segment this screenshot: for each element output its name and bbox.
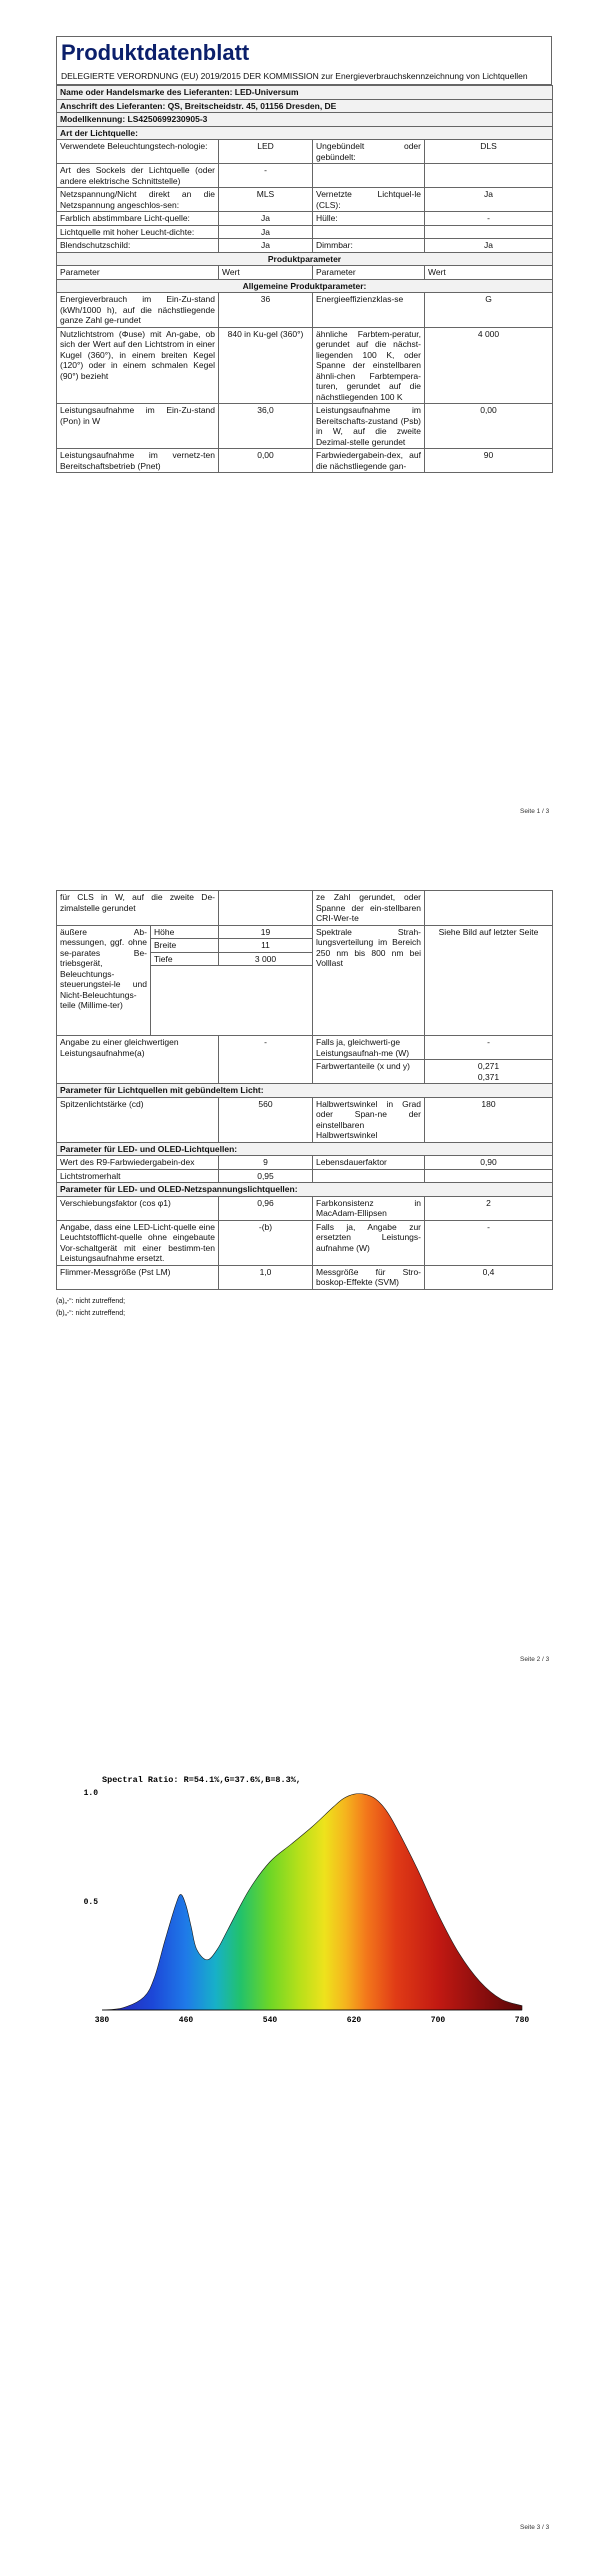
page-number: Seite 3 / 3 — [520, 2524, 550, 2531]
table-cell: 0,00 — [219, 449, 313, 473]
table-cell: Verwendete Beleuchtungstech-nologie: — [57, 140, 219, 164]
page-number: Seite 2 / 3 — [520, 1656, 550, 1663]
dim-key: Höhe — [151, 925, 219, 939]
dim-key: Tiefe — [151, 952, 219, 966]
table-cell: Hülle: — [313, 212, 425, 226]
table-cell: Wert des R9-Farbwiedergabein-dex — [57, 1156, 219, 1170]
section-type: Art der Lichtquelle: — [57, 126, 553, 140]
chart-title: Spectral Ratio: R=54.1%,G=37.6%,B=8.3%, — [102, 1775, 301, 1785]
table-cell: 2 — [425, 1196, 553, 1220]
model-id: Modellkennung: LS4250699230905-3 — [57, 113, 553, 127]
datasheet-table-1 — [56, 85, 553, 473]
y-tick-label: 1.0 — [83, 1789, 98, 1798]
spectrum-area — [102, 1794, 522, 2010]
table-cell: Netzspannung/Nicht direkt an die Netzspannung angeschlos-sen: — [57, 188, 219, 212]
supplier-address: Anschrift des Lieferanten: QS, Breitscheidstr. 45, 01156 Dresden, DE — [57, 99, 553, 113]
table-cell — [425, 891, 553, 926]
col-value: Wert — [219, 266, 313, 280]
table-cell: - — [219, 164, 313, 188]
table-row — [57, 449, 553, 473]
y-ticks — [84, 1789, 99, 1907]
table-cell: 9 — [219, 1156, 313, 1170]
footnotes — [56, 1296, 552, 1320]
table-cell: Lichtstromerhalt — [57, 1169, 219, 1183]
table-row — [57, 225, 553, 239]
table-cell: DLS — [425, 140, 553, 164]
table-cell: Leistungsaufnahme im Bereitschafts-zustand (Psb) in W, auf die zweite Dezimal-stelle gerundet — [313, 404, 425, 449]
table-cell: 560 — [219, 1097, 313, 1142]
section-led: Parameter für LED- und OLED-Lichtquellen: — [57, 1142, 553, 1156]
table-cell — [313, 1169, 425, 1183]
table-cell: Farbkonsistenz in MacAdam-Ellipsen — [313, 1196, 425, 1220]
table-cell: LED — [219, 140, 313, 164]
x-tick-label: 540 — [262, 2016, 278, 2025]
table-row — [57, 188, 553, 212]
table-cell: 180 — [425, 1097, 553, 1142]
col-value: Wert — [425, 266, 553, 280]
table-cell: Ungebündelt oder gebündelt: — [313, 140, 425, 164]
x-tick-label: 700 — [430, 2016, 446, 2025]
x-tick-label: 460 — [178, 2016, 194, 2025]
table-cell: 4 000 — [425, 327, 553, 404]
table-cell: Energieverbrauch im Ein-Zu-stand (kWh/1000 h), auf die nächstliegende ganze Zahl ge-rundet — [57, 293, 219, 328]
table-row — [57, 293, 553, 328]
table-cell — [425, 225, 553, 239]
led-rows — [57, 1156, 553, 1183]
chroma-values — [425, 1060, 553, 1084]
type-rows — [57, 140, 553, 253]
table-cell: Ja — [219, 212, 313, 226]
col-param: Parameter — [57, 266, 219, 280]
spectral-label: Spektrale Strah-lungsverteilung im Bereich 250 nm bis 800 nm bei Volllast — [313, 925, 425, 1036]
table-cell: MLS — [219, 188, 313, 212]
table-cell — [425, 1169, 553, 1183]
table-cell — [425, 164, 553, 188]
table-cell: Ja — [219, 225, 313, 239]
x-tick-label: 780 — [514, 2016, 530, 2025]
x-tick-label: 380 — [94, 2016, 110, 2025]
section-mains: Parameter für LED- und OLED-Netzspannungslichtquellen: — [57, 1183, 553, 1197]
chroma-label: Farbwertanteile (x und y) — [313, 1060, 425, 1084]
equiv-r-label: Falls ja, gleichwerti-ge Leistungsaufnah-me (W) — [313, 1036, 425, 1060]
table-cell: Dimmbar: — [313, 239, 425, 253]
table-cell: 840 in Ku-gel (360°) — [219, 327, 313, 404]
table-cell: Ja — [219, 239, 313, 253]
y-tick-label: 0.5 — [83, 1898, 98, 1907]
table-cell: 0,90 — [425, 1156, 553, 1170]
dim-value: 19 — [219, 925, 313, 939]
table-row — [57, 212, 553, 226]
table-cell: 0,4 — [425, 1265, 553, 1289]
table-cell: Blendschutzschild: — [57, 239, 219, 253]
footnote: (b)„-“: nicht zutreffend; — [56, 1309, 126, 1317]
table-row — [57, 1156, 553, 1170]
table-cell: Leistungsaufnahme im Ein-Zu-stand (Pon) in W — [57, 404, 219, 449]
table-cell: Nutzlichtstrom (Φuse) mit An-gabe, ob sich der Wert auf den Lichtstrom in einer Kugel (360°), in einem breiten Kegel (120°) oder in einem schmalen Kegel (90°) bezieht — [57, 327, 219, 404]
table-cell: Art des Sockels der Lichtquelle (oder andere elektrische Schnittstelle) — [57, 164, 219, 188]
table-cell: ze Zahl gerundet, oder Spanne der ein-stellbaren CRI-Wer-te — [313, 891, 425, 926]
table-row — [57, 1196, 553, 1220]
page-number: Seite 1 / 3 — [520, 808, 550, 815]
table-cell: Vernetzte Lichtquel-le (CLS): — [313, 188, 425, 212]
table-cell: Halbwertswinkel in Grad oder Span-ne der einstellbaren Halbwertswinkel — [313, 1097, 425, 1142]
table-cell: Lichtquelle mit hoher Leucht-dichte: — [57, 225, 219, 239]
footnote: (a)„-“: nicht zutreffend; — [56, 1297, 126, 1305]
datasheet-page-1 — [56, 36, 552, 473]
table-cell: - — [425, 212, 553, 226]
dimensions-label: äußere Ab-messungen, ggf. ohne se-parates Be-triebsgerät, Beleuchtungs-steuerungstei-le und Nicht-Beleuchtungs-teile (Millime-ter) — [57, 925, 151, 1036]
equiv-value: - — [219, 1036, 313, 1084]
table-cell: 1,0 — [219, 1265, 313, 1289]
table-cell: - — [425, 1220, 553, 1265]
table-cell — [313, 225, 425, 239]
page-subtitle: DELEGIERTE VERORDNUNG (EU) 2019/2015 DER KOMMISSION zur Energieverbrauchskennzeichnung von Lichtquellen — [56, 69, 552, 85]
table-cell: Spitzenlichtstärke (cd) — [57, 1097, 219, 1142]
dim-value: 3 000 — [219, 952, 313, 966]
table-cell: -(b) — [219, 1220, 313, 1265]
chroma-x: 0,271 — [477, 1061, 500, 1071]
x-ticks — [95, 2016, 530, 2025]
table-cell: Farbwiedergabein-dex, auf die nächstliegende gan- — [313, 449, 425, 473]
mains-rows — [57, 1196, 553, 1289]
table-cell: Ja — [425, 239, 553, 253]
table-cell: ähnliche Farbtem-peratur, gerundet auf die nächst-liegenden 100 K, oder Spanne der einstellbaren ähnli-chen Farbtempera-turen, gerundet auf die nächstliegenden 100 K — [313, 327, 425, 404]
page-title: Produktdatenblatt — [56, 36, 552, 69]
supplier-name: Name oder Handelsmarke des Lieferanten: LED-Universum — [57, 86, 553, 100]
dim-key: Breite — [151, 939, 219, 953]
equiv-label: Angabe zu einer gleichwertigen Leistungsaufnahme(a) — [57, 1036, 219, 1084]
table-row — [57, 1169, 553, 1183]
table-cell: Leistungsaufnahme im vernetz-ten Bereitschaftsbetrieb (Pnet) — [57, 449, 219, 473]
table-cell — [151, 966, 313, 1036]
table-row — [57, 327, 553, 404]
table-row — [57, 404, 553, 449]
x-tick-label: 620 — [346, 2016, 362, 2025]
table-cell — [313, 164, 425, 188]
table-cell: Ja — [425, 188, 553, 212]
equiv-r-value: - — [425, 1036, 553, 1060]
dim-value: 11 — [219, 939, 313, 953]
table-cell: Messgröße für Stro-boskop-Effekte (SVM) — [313, 1265, 425, 1289]
section-general: Allgemeine Produktparameter: — [57, 279, 553, 293]
general-rows — [57, 293, 553, 473]
section-params: Produktparameter — [57, 252, 553, 266]
table-cell: 0,95 — [219, 1169, 313, 1183]
table-cell: für CLS in W, auf die zweite De-zimalstelle gerundet — [57, 891, 219, 926]
table-cell: Energieeffizienzklas-se — [313, 293, 425, 328]
table-row — [57, 164, 553, 188]
table-cell: 36,0 — [219, 404, 313, 449]
table-cell: Farblich abstimmbare Licht-quelle: — [57, 212, 219, 226]
table-cell: 0,96 — [219, 1196, 313, 1220]
spectrum-chart — [60, 1760, 540, 2030]
table-cell: 0,00 — [425, 404, 553, 449]
section-directional: Parameter für Lichtquellen mit gebündeltem Licht: — [57, 1084, 553, 1098]
datasheet-table-2 — [56, 890, 553, 1290]
chroma-y: 0,371 — [477, 1071, 500, 1082]
table-cell: 90 — [425, 449, 553, 473]
table-row — [57, 140, 553, 164]
table-cell: Flimmer-Messgröße (Pst LM) — [57, 1265, 219, 1289]
table-cell: 36 — [219, 293, 313, 328]
table-row — [57, 239, 553, 253]
table-cell: Angabe, dass eine LED-Licht-quelle eine Leuchtstofflicht-quelle ohne eingebaute Vor-schaltgerät mit einer bestimm-ten Leistungsaufnahme ersetzt. — [57, 1220, 219, 1265]
table-cell: Falls ja, Angabe zur ersetzten Leistungs-aufnahme (W) — [313, 1220, 425, 1265]
datasheet-page-2 — [56, 890, 552, 1320]
table-cell: G — [425, 293, 553, 328]
table-row — [57, 1220, 553, 1265]
table-cell — [219, 891, 313, 926]
table-row — [57, 1265, 553, 1289]
col-param: Parameter — [313, 266, 425, 280]
table-cell: Verschiebungsfaktor (cos φ1) — [57, 1196, 219, 1220]
table-cell: Lebensdauerfaktor — [313, 1156, 425, 1170]
spectral-value: Siehe Bild auf letzter Seite — [425, 925, 553, 1036]
